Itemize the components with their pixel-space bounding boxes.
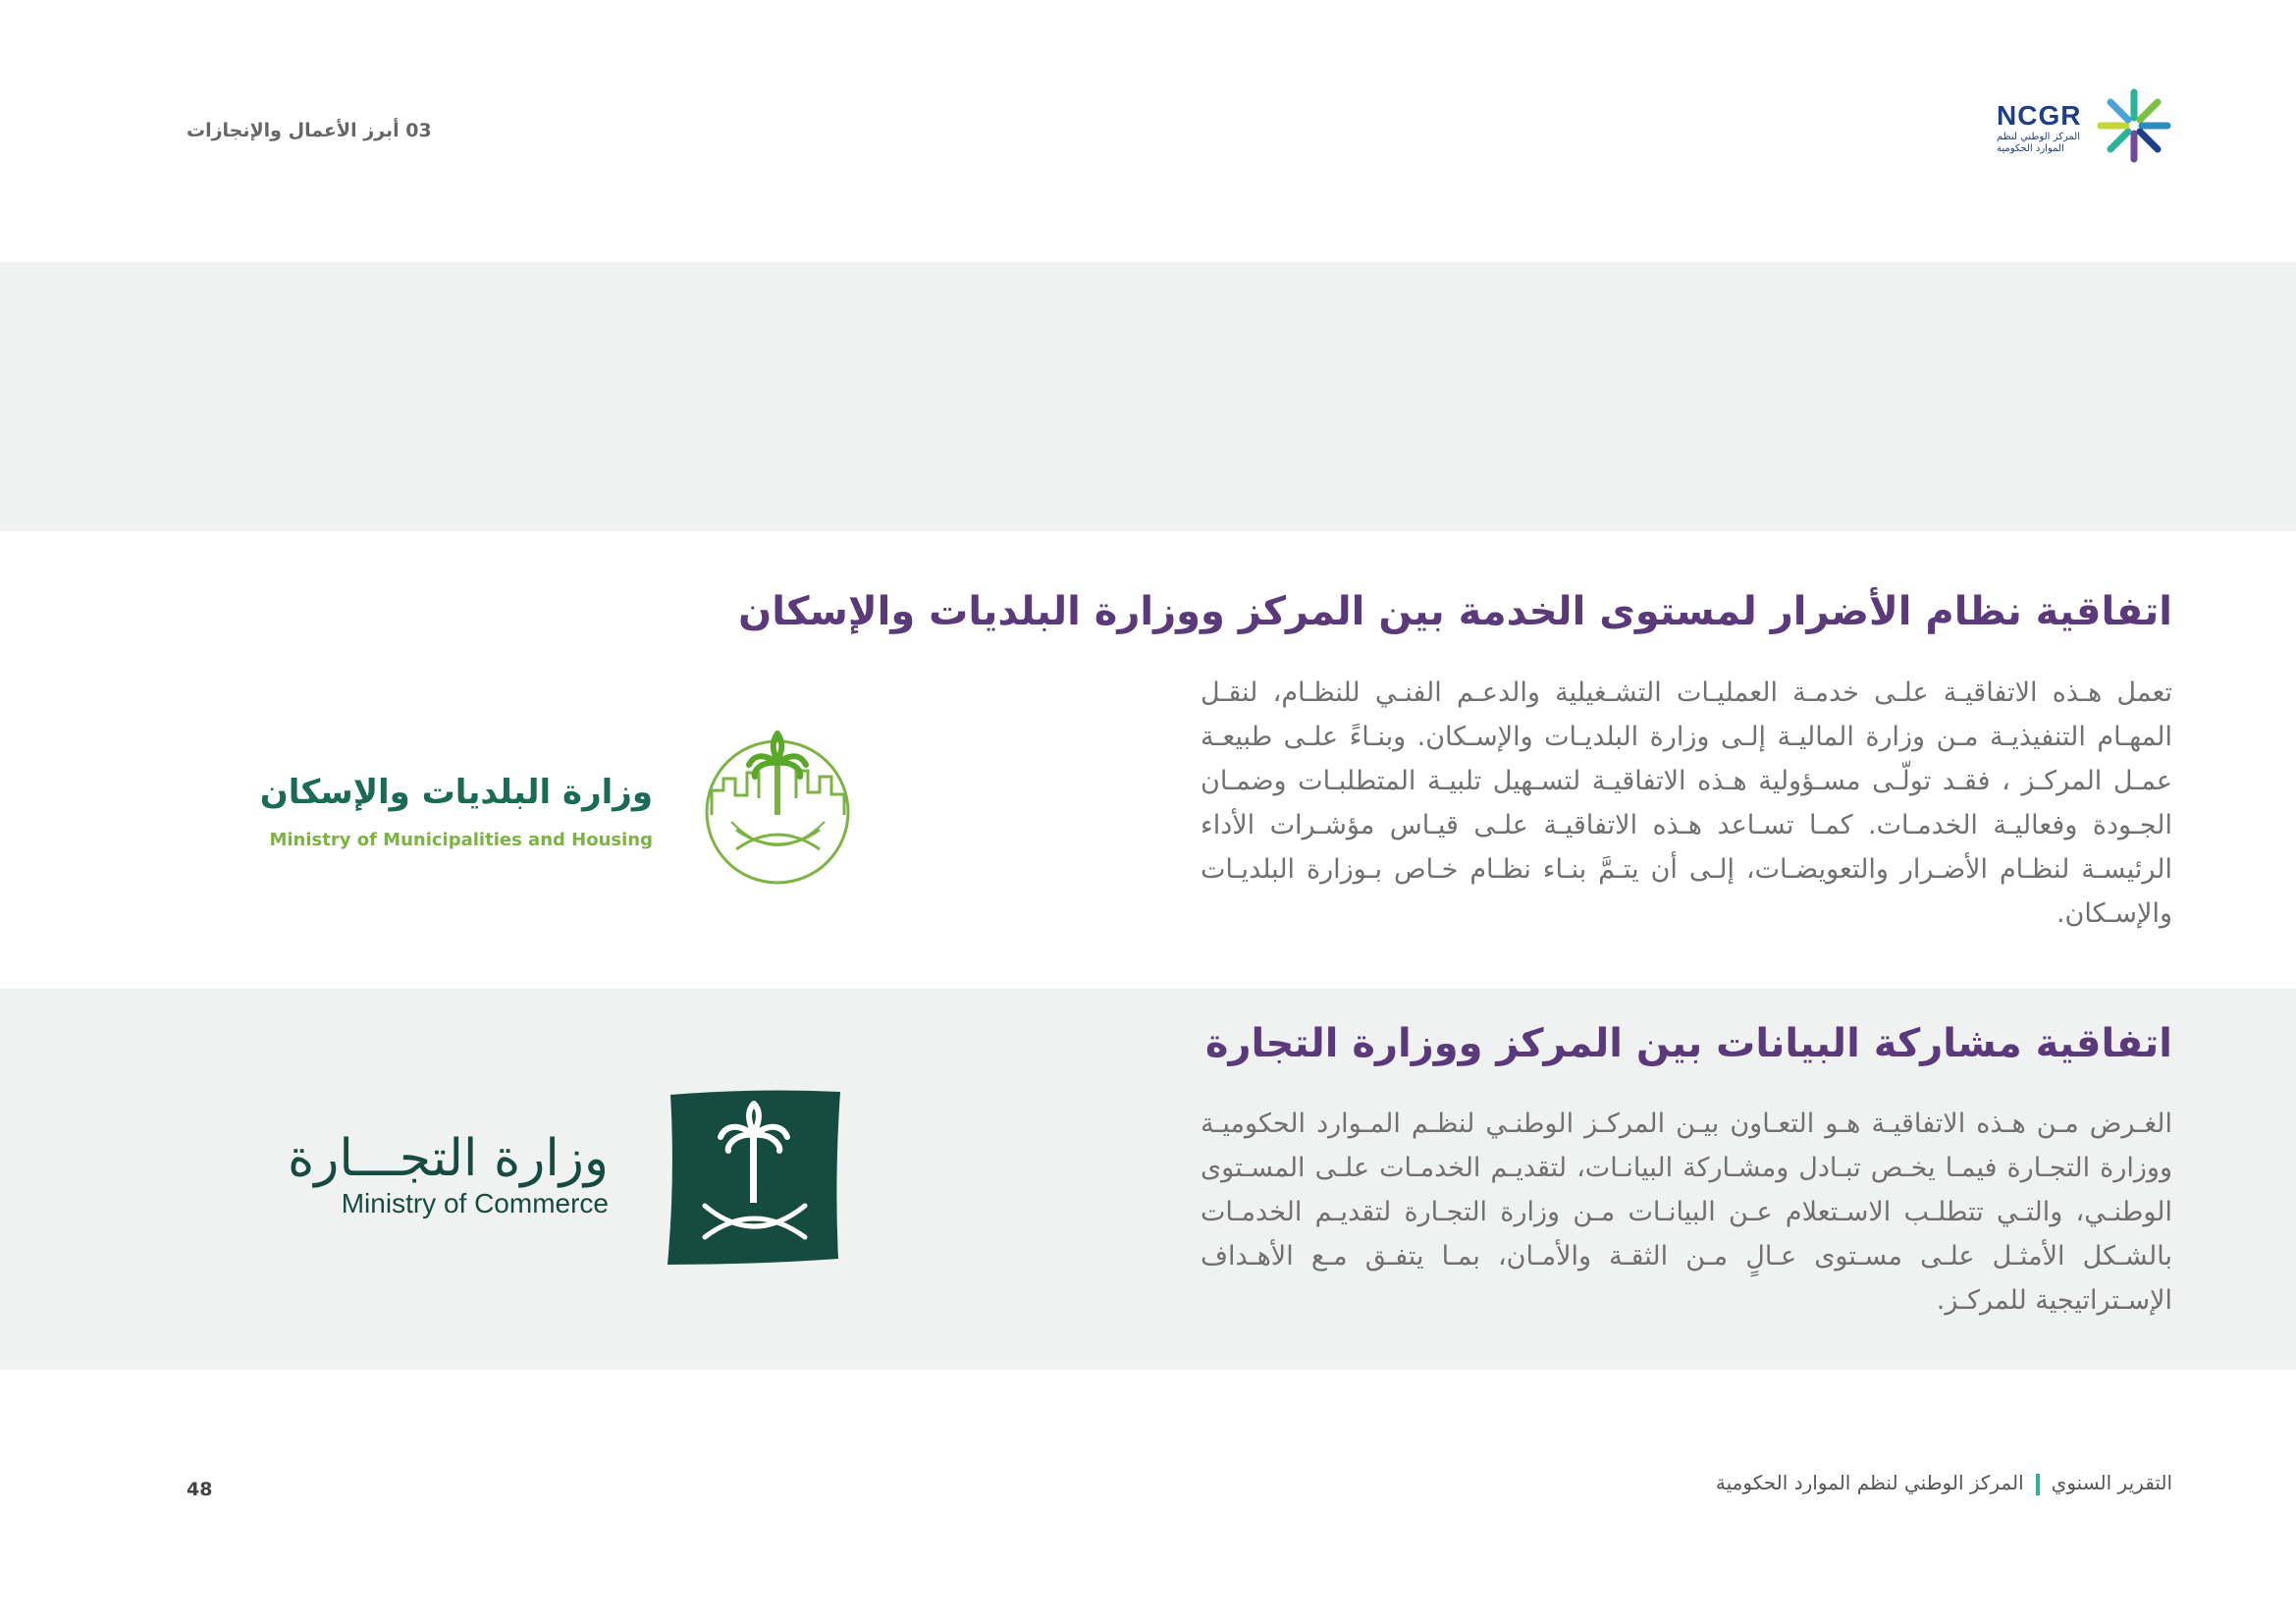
ncgr-logo (1997, 86, 2173, 175)
commerce-name-en: Ministry of Commerce (341, 1188, 609, 1218)
logo-title: NCGR (1997, 100, 2082, 131)
municipalities-name-ar: وزارة البلديات والإسكان (259, 773, 653, 812)
footer-report-title (1716, 1471, 2172, 1495)
section-label: 03 أبرز الأعمال والإنجازات (187, 120, 432, 141)
logo-subtitle: المركز الوطني لنظم الموارد الحكومية (1997, 132, 2080, 154)
ncgr-star-icon (2095, 86, 2173, 165)
footer-divider (2036, 1474, 2040, 1495)
commerce-name-ar: وزارة التجـــارة (287, 1129, 609, 1188)
palm-swords-emblem-icon (666, 1090, 842, 1267)
palm-swords-city-icon (692, 722, 864, 889)
agreement-body-commerce: الغـرض مـن هـذه الاتفاقيـة هـو التعـاون بيـن المركـز الوطنـي لنظـم المـوارد الحكوميـة ووزارة التجـارة فيمـا يخـص تبـادل ومشـاركة البيانـات، لتقديـم الخدمـات علـى المسـتوى الوطنـي، والتـي تتطلـب الاسـتعلام عـن البيانـات مـن وزارة التجـارة لتقديـم الخدمـات بالشـكل الأمثـل علـى مسـتوى عـالٍ مـن الثقـة والأمـان، بمـا يتفـق مـع الأهـداف الإسـتراتيجية للمركـز. (1201, 1109, 2172, 1316)
agreement-title-commerce: اتفاقية مشاركة البيانات بين المركز ووزارة التجارة (1204, 1021, 2172, 1066)
commerce-logo (287, 1090, 842, 1267)
municipalities-logo (259, 722, 864, 889)
top-grey-band (0, 262, 2296, 531)
municipalities-name-en: Ministry of Municipalities and Housing (269, 830, 653, 850)
footer-org-name: المركز الوطني لنظم الموارد الحكومية (1715, 1471, 2024, 1494)
agreement-title-municipalities: اتفاقية نظام الأضرار لمستوى الخدمة بين المركز ووزارة البلديات والإسكان (738, 589, 2172, 634)
page-number: 48 (187, 1479, 213, 1500)
agreement-body-municipalities: تعمل هـذه الاتفاقيـة علـى خدمـة العمليـات التشـغيلية والدعـم الفنـي للنظـام، لنقـل المهـام التنفيذيـة مـن وزارة الماليـة إلـى وزارة البلديـات والإسـكان. وبنـاءً علـى طبيعـة عمـل المركـز ، فقـد تولّـى مسـؤولية هـذه الاتفاقيـة لتسـهيل تلبيـة المتطلبـات وضمـان الجـودة وفعاليـة الخدمـات. كمـا تسـاعد هـذه الاتفاقيـة علـى قيـاس مؤشـرات الأداء الرئيسـة لنظـام الأضـرار والتعويضـات، إلـى أن يتـمَّ بنـاء نظـام خـاص بـوزارة البلديـات والإسـكان. (1201, 677, 2172, 929)
footer-report-name: التقرير السنوي (2051, 1471, 2172, 1494)
